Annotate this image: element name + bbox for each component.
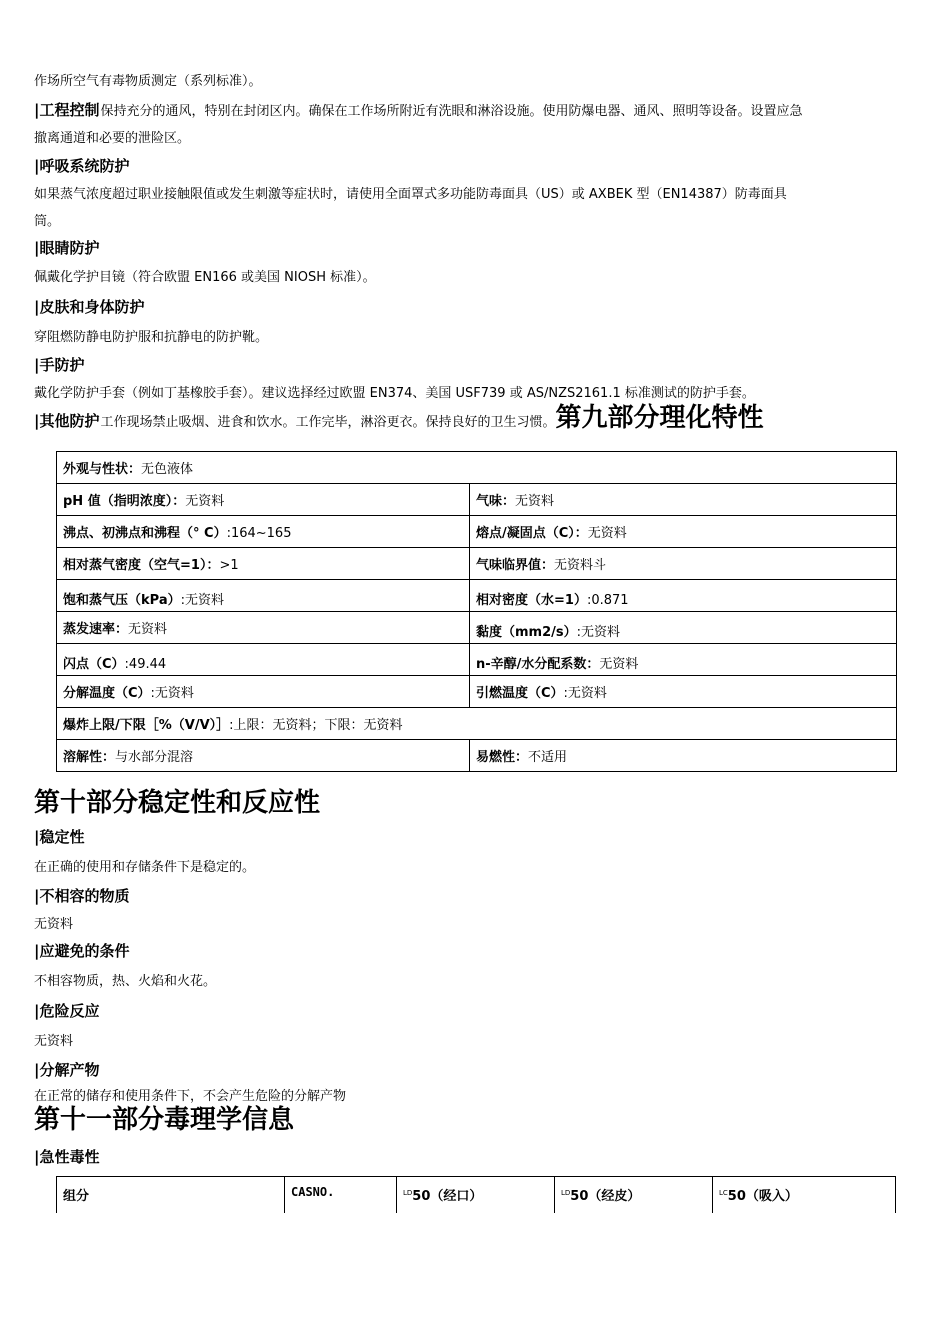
physical-properties-table — [56, 451, 897, 772]
table-row — [57, 676, 897, 708]
eye-protection-text: 佩戴化学护目镜（符合欧盟 EN166 或美国 NIOSH 标准）。 — [34, 270, 376, 285]
solubility-cell: 溶解性：与水部分混溶 — [57, 740, 470, 772]
viscosity-cell: 黏度（mm2/s）:无资料 — [470, 612, 897, 644]
header-ld50-oral: $^{LD}$50（经口） — [397, 1177, 555, 1213]
flash-point-cell: 闪点（C）:49.44 — [57, 644, 470, 676]
incompatible-materials-text: 无资料 — [34, 917, 74, 932]
acute-toxicity-heading: |急性毒性 — [34, 1148, 100, 1166]
boiling-point-cell: 沸点、初沸点和沸程（° C）:164~165 — [57, 516, 470, 548]
partition-coefficient-cell: n-辛醇/水分配系数：无资料 — [470, 644, 897, 676]
table-row — [57, 580, 897, 612]
table-row — [57, 484, 897, 516]
toxicity-table — [56, 1176, 896, 1213]
engineering-control-text-cont: 撤离通道和必要的泄险区。 — [34, 131, 191, 146]
respiratory-text: 如果蒸气浓度超过职业接触限值或发生刺激等症状时，请使用全面罩式多功能防毒面具（US）或 AXBEK 型（EN14387）防毒面具 — [34, 187, 787, 202]
melting-point-cell: 熔点/凝固点（C）：无资料 — [470, 516, 897, 548]
flammability-cell: 易燃性：不适用 — [470, 740, 897, 772]
respiratory-paragraph — [34, 181, 914, 235]
other-protection-heading: |其他防护 — [34, 412, 100, 430]
header-component: 组分 — [57, 1177, 285, 1213]
section-9-title: 第九部分理化特性 — [555, 403, 764, 433]
decomposition-temp-cell: 分解温度（C）:无资料 — [57, 676, 470, 708]
stability-text: 在正确的使用和存储条件下是稳定的。 — [34, 860, 256, 875]
conditions-to-avoid-heading: |应避免的条件 — [34, 942, 130, 960]
engineering-control-text: 保持充分的通风，特别在封闭区内。确保在工作场所附近有洗眼和淋浴设施。使用防爆电器、通风、照明等设备。设置应急 — [100, 104, 803, 119]
vapor-pressure-cell: 饱和蒸气压（kPa）:无资料 — [57, 580, 470, 612]
section-11-title: 第十一部分毒理学信息 — [34, 1105, 295, 1135]
eye-protection-heading: |眼睛防护 — [34, 239, 100, 257]
engineering-control-heading: |工程控制 — [34, 101, 100, 119]
skin-protection-heading: |皮肤和身体防护 — [34, 298, 145, 316]
evaporation-rate-cell: 蒸发速率：无资料 — [57, 612, 470, 644]
table-row — [57, 740, 897, 772]
respiratory-text-cont: 筒。 — [34, 214, 61, 229]
ph-cell: pH 值（指明浓度）：无资料 — [57, 484, 470, 516]
table-row — [57, 452, 897, 484]
hand-protection-heading: |手防护 — [34, 356, 85, 374]
table-row — [57, 708, 897, 740]
engineering-control-paragraph — [34, 97, 914, 152]
table-row — [57, 516, 897, 548]
header-casno: CASNO. — [285, 1177, 397, 1213]
section-10-title: 第十部分稳定性和反应性 — [34, 788, 321, 818]
odor-threshold-cell: 气味临界值：无资料斗 — [470, 548, 897, 580]
hand-protection-text: 戴化学防护手套（例如丁基橡胶手套）。建议选择经过欧盟 EN374、美国 USF739 或 AS/NZS2161.1 标准测试的防护手套。 — [34, 386, 755, 401]
conditions-to-avoid-text: 不相容物质，热、火焰和火花。 — [34, 974, 217, 989]
odor-cell: 气味：无资料 — [470, 484, 897, 516]
table-row — [57, 612, 897, 644]
table-header-row — [57, 1177, 896, 1213]
header-lc50-inhalation: $^{LC}$50（吸入） — [713, 1177, 896, 1213]
decomposition-products-heading: |分解产物 — [34, 1061, 100, 1079]
other-protection-text: 工作现场禁止吸烟、进食和饮水。工作完毕，淋浴更衣。保持良好的卫生习惯。 — [100, 415, 556, 430]
header-ld50-dermal: $^{LD}$50（经皮） — [555, 1177, 713, 1213]
skin-protection-text: 穿阻燃防静电防护服和抗静电的防护靴。 — [34, 330, 269, 345]
respiratory-heading: |呼吸系统防护 — [34, 157, 130, 175]
hazardous-reactions-heading: |危险反应 — [34, 1002, 100, 1020]
stability-heading: |稳定性 — [34, 828, 85, 846]
explosion-limits-cell: 爆炸上限/下限［%（V/V）］:上限：无资料；下限：无资料 — [57, 708, 897, 740]
table-row — [57, 644, 897, 676]
hazardous-reactions-text: 无资料 — [34, 1034, 74, 1049]
incompatible-materials-heading: |不相容的物质 — [34, 887, 130, 905]
table-row — [57, 548, 897, 580]
decomposition-products-text: 在正常的储存和使用条件下，不会产生危险的分解产物 — [34, 1089, 347, 1104]
relative-density-cell: 相对密度（水=1）:0.871 — [470, 580, 897, 612]
ignition-temp-cell: 引燃温度（C）:无资料 — [470, 676, 897, 708]
other-protection-paragraph — [34, 403, 764, 438]
appearance-cell: 外观与性状：无色液体 — [57, 452, 897, 484]
intro-line: 作场所空气有毒物质测定（系列标准）。 — [34, 74, 262, 89]
vapor-density-cell: 相对蒸气密度（空气=1）：>1 — [57, 548, 470, 580]
